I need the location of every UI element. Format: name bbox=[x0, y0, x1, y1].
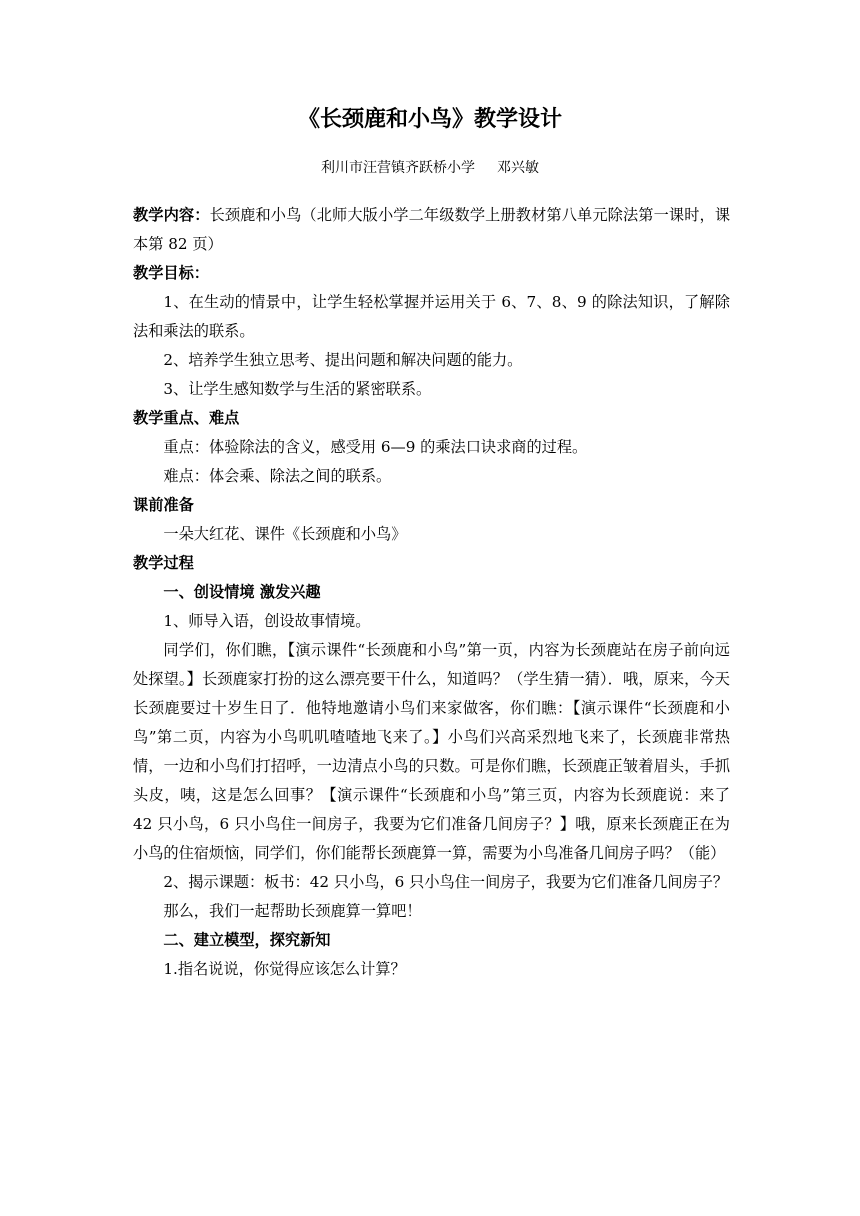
section-2-title: 二、建立模型，探究新知 bbox=[163, 931, 331, 949]
objective-item-3: 3、让学生感知数学与生活的紧密联系。 bbox=[163, 380, 432, 398]
author-line bbox=[0, 157, 860, 179]
objectives-heading: 教学目标： bbox=[133, 264, 209, 282]
section-1-closing: 那么，我们一起帮助长颈鹿算一算吧！ bbox=[163, 902, 422, 920]
section-1-story: 同学们，你们瞧，【演示课件“长颈鹿和小鸟”第一页，内容为长颈鹿站在房子前向远处探望。】长颈鹿家打扮的这么漂亮要干什么，知道吗？（学生猜一猜）．哦，原来，今天长颈鹿要过十岁生日了．他特地邀请小鸟们来家做客，你们瞧：【演示课件“长颈鹿和小鸟”第二页，内容为小鸟叽叽喳喳地飞来了。】小鸟们兴高采烈地飞来了，长颈鹿非常热情，一边和小鸟们打招呼，一边清点小鸟的只数。可是你们瞧，长颈鹿正皱着眉头，手抓头皮，咦，这是怎么回事？【演示课件“长颈鹿和小鸟”第三页，内容为长颈鹿说：来了 42 只小鸟，6 只小鸟住一间房子，我要为它们准备几间房子？】哦，原来长颈鹿正在为小鸟的住宿烦恼，同学们，你们能帮长颈鹿算一算，需要为小鸟准备几间房子吗？（能） bbox=[133, 641, 730, 862]
document-title: 《长颈鹿和小鸟》教学设计 bbox=[297, 107, 562, 132]
section-2-step-1: 1.指名说说，你觉得应该怎么计算？ bbox=[163, 960, 406, 978]
objective-item-2: 2、培养学生独立思考、提出问题和解决问题的能力。 bbox=[163, 351, 523, 369]
preparation-text: 一朵大红花、课件《长颈鹿和小鸟》 bbox=[163, 525, 407, 543]
teaching-content-label: 教学内容： bbox=[133, 206, 210, 224]
author-school: 利川市汪营镇齐跃桥小学 bbox=[321, 160, 475, 176]
section-1-step-2: 2、揭示课题：板书：42 只小鸟，6 只小鸟住一间房子，我要为它们准备几间房子？ bbox=[163, 873, 729, 891]
section-1-title: 一、创设情境 激发兴趣 bbox=[163, 583, 321, 601]
key-points-heading: 教学重点、难点 bbox=[133, 409, 240, 427]
process-heading: 教学过程 bbox=[133, 554, 194, 572]
key-point-focus: 重点：体验除法的含义，感受用 6—9 的乘法口诀求商的过程。 bbox=[163, 438, 588, 456]
teaching-content-text: 长颈鹿和小鸟（北师大版小学二年级数学上册教材第八单元除法第一课时，课本第 82 页） bbox=[133, 206, 731, 253]
preparation-heading: 课前准备 bbox=[133, 496, 194, 514]
document-body bbox=[133, 201, 730, 984]
author-name: 邓兴敏 bbox=[497, 160, 539, 176]
teaching-content-paragraph bbox=[133, 201, 730, 259]
objective-item-1: 1、在生动的情景中，让学生轻松掌握并运用关于 6、7、8、9 的除法知识，了解除法和乘法的联系。 bbox=[133, 293, 730, 340]
key-point-difficulty: 难点：体会乘、除法之间的联系。 bbox=[163, 467, 392, 485]
section-1-step-1: 1、师导入语，创设故事情境。 bbox=[163, 612, 371, 630]
